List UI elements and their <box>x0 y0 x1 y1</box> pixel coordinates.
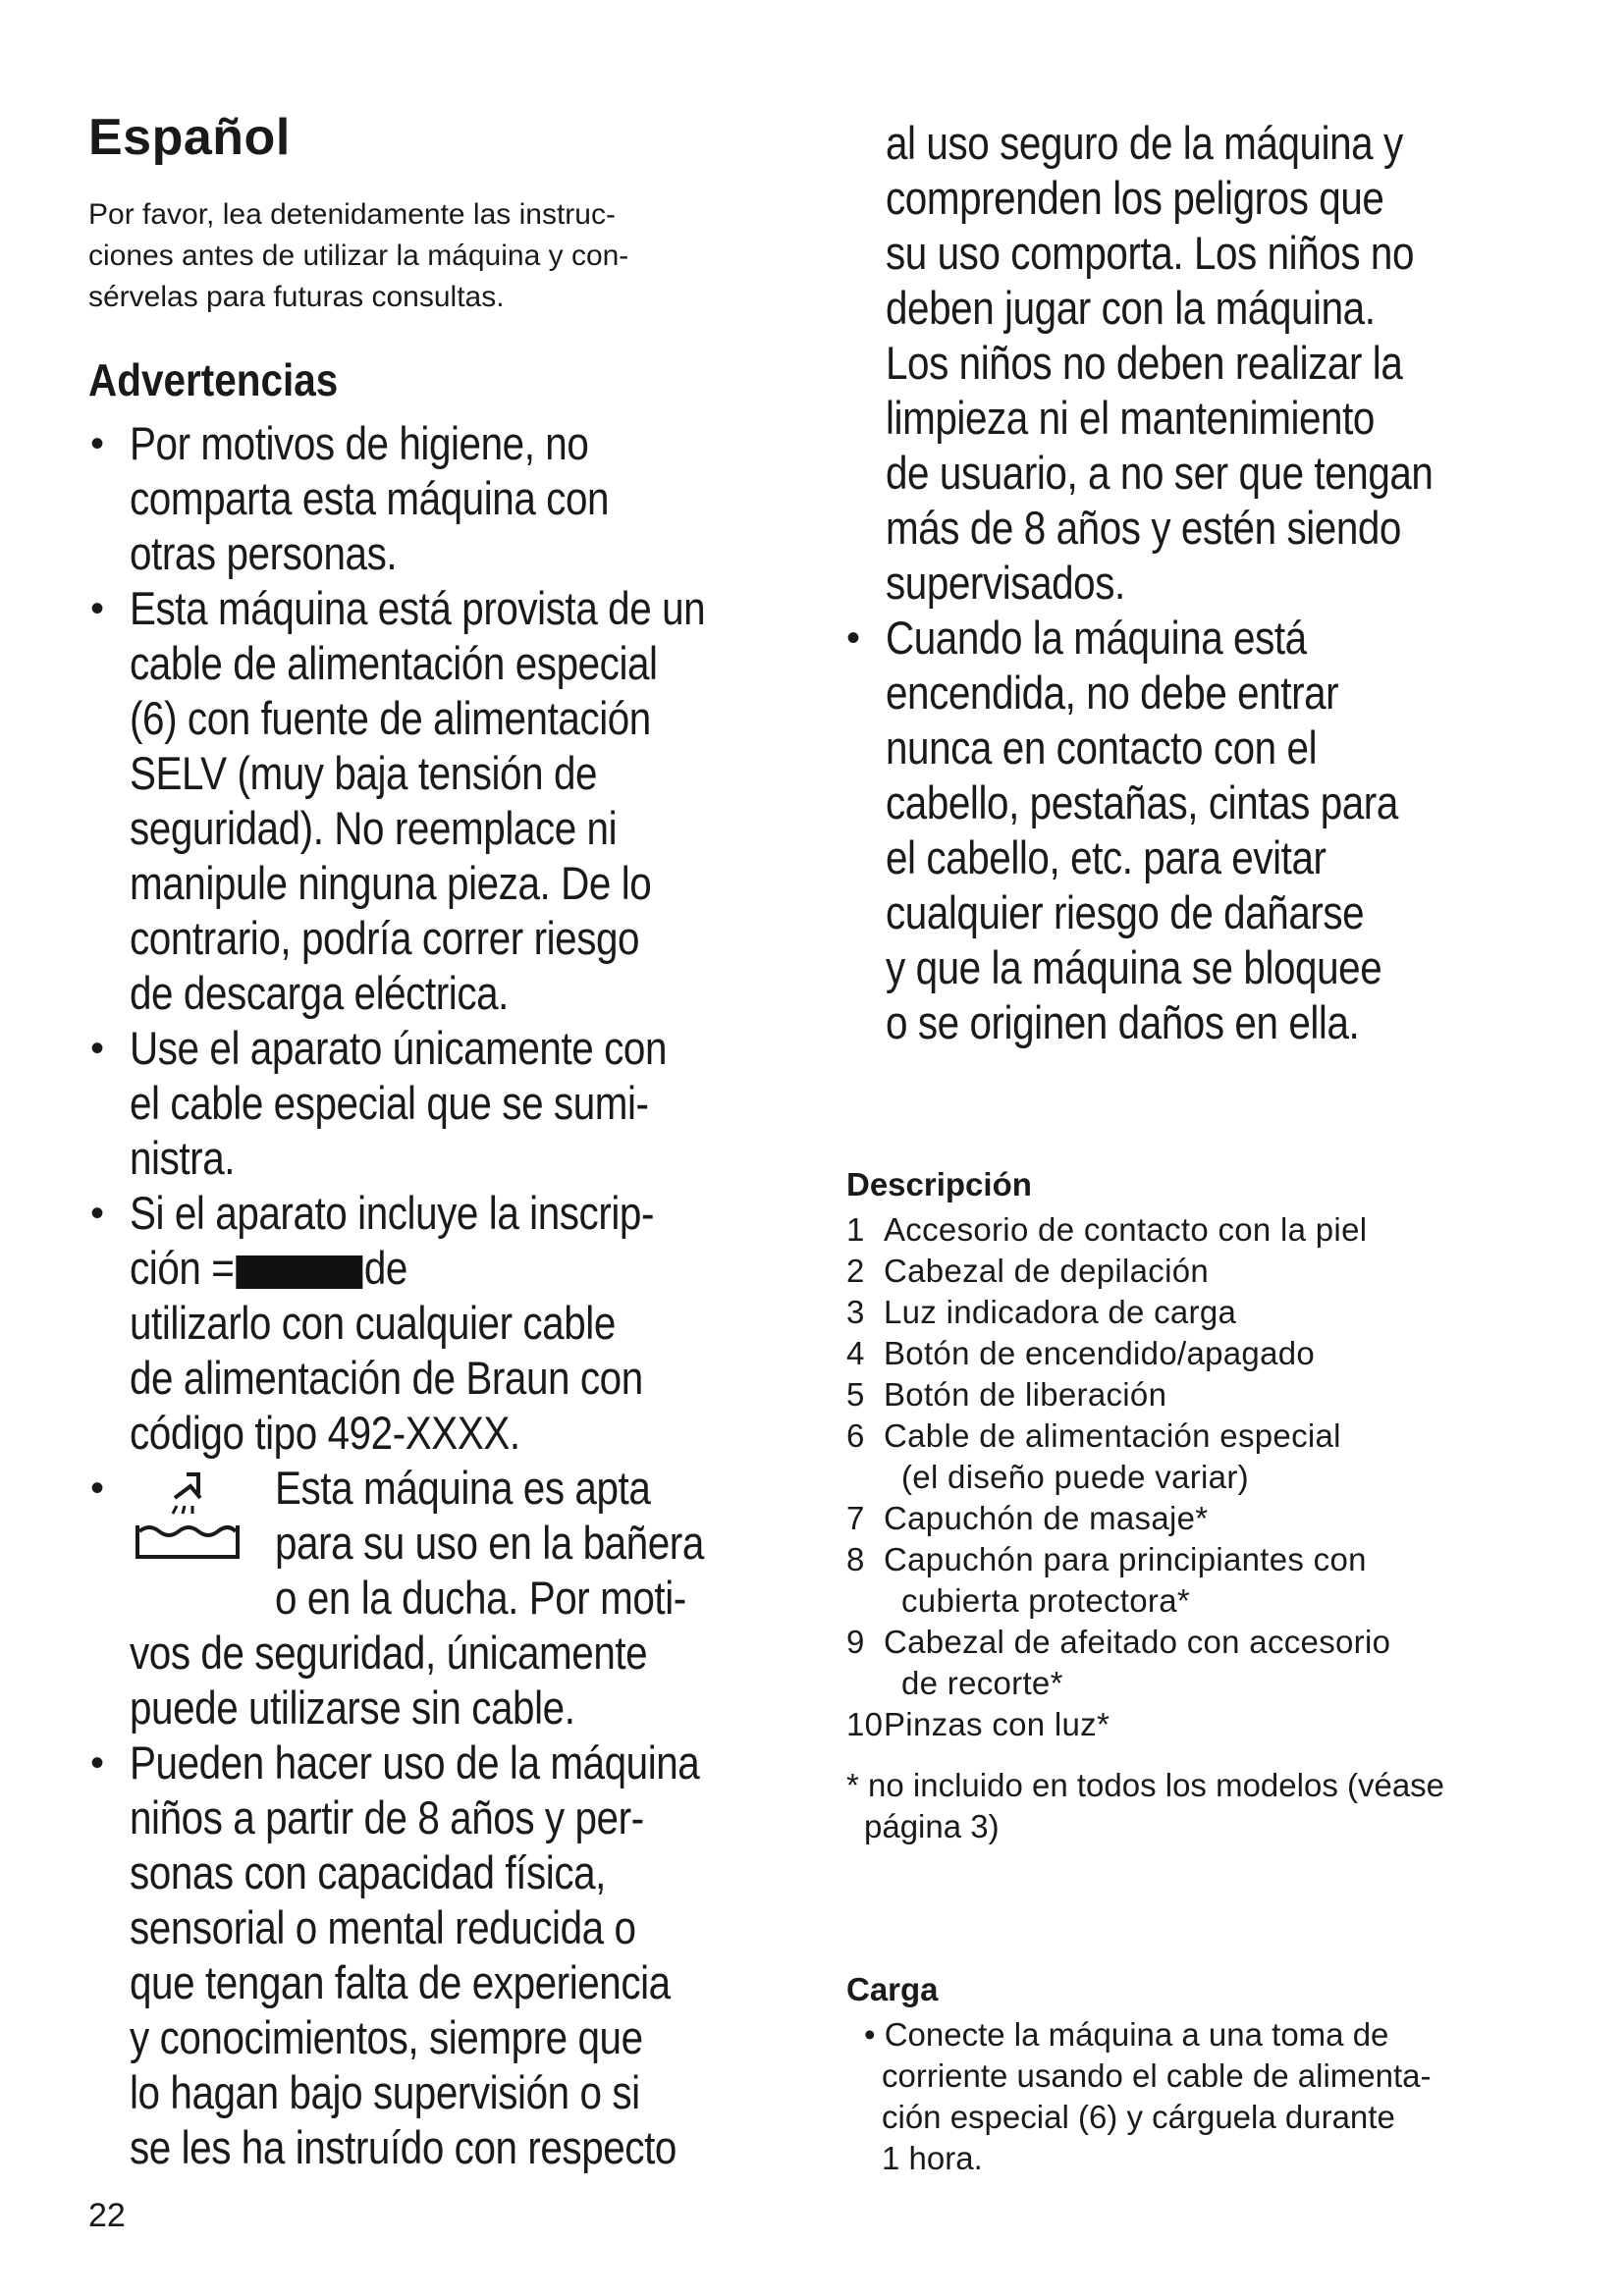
warning-line: nistra. <box>130 1132 236 1184</box>
warning-line-redacted <box>130 1241 719 1296</box>
warning-line: de descarga eléctrica. <box>130 967 509 1019</box>
intro-paragraph <box>88 194 815 318</box>
warning-line: vos de seguridad, únicamente <box>130 1627 648 1679</box>
charging-heading: Carga <box>846 1971 939 2007</box>
page-title: Español <box>88 109 291 166</box>
bullet-dot: • <box>90 1192 104 1235</box>
warning-line: lo hagan bajo supervisión o si <box>130 2066 640 2118</box>
bullet-dot: • <box>90 1741 104 1785</box>
bullet-dot: • <box>90 587 104 630</box>
warnings-list <box>88 416 815 2175</box>
warning-line: sonas con capacidad física, <box>130 1846 606 1898</box>
warning-line: de alimentación de Braun con <box>130 1352 643 1404</box>
charging-list <box>846 2014 1573 2179</box>
warning-line: Si el aparato incluye la inscrip- <box>130 1187 654 1239</box>
list-item: 8 Capuchón para principiantes con <box>846 1541 1367 1577</box>
warning-line: puede utilizarse sin cable. <box>130 1682 575 1734</box>
warning-line: nunca en contacto con el <box>886 721 1318 774</box>
warning-line: SELV (muy baja tensión de <box>130 747 598 799</box>
list-item: 4 Botón de encendido/apagado <box>846 1335 1316 1371</box>
warning-line: Por motivos de higiene, no <box>130 417 589 469</box>
list-item: 10Pinzas con luz* <box>846 1706 1110 1742</box>
warning-line: comparta esta máquina con <box>130 472 610 524</box>
intro-line: Por favor, lea detenidamente las instruc- <box>88 198 616 231</box>
list-item: 2 Cabezal de depilación <box>846 1253 1210 1289</box>
warning-line-end: de <box>363 1242 407 1294</box>
intro-line: sérvelas para futuras consultas. <box>88 281 505 313</box>
warning-line: o se originen daños en ella. <box>886 996 1360 1048</box>
charging-line: 1 hora. <box>882 2140 983 2176</box>
warning-line: Esta máquina está provista de un <box>130 582 706 634</box>
warning-line: sensorial o mental reducida o <box>130 1901 636 1953</box>
warning-line: deben jugar con la máquina. <box>886 282 1376 334</box>
warning-line: limpieza ni el mantenimiento <box>886 392 1375 444</box>
charging-line: • Conecte la máquina a una toma de <box>864 2016 1389 2053</box>
warnings-heading: Advertencias <box>88 354 339 405</box>
redacted-block <box>236 1255 362 1289</box>
warning-line: encendida, no debe entrar <box>886 667 1339 719</box>
warning-item <box>88 581 815 1021</box>
charging-line: corriente usando el cable de alimenta- <box>882 2057 1432 2094</box>
footnote-line: página 3) <box>864 1808 1000 1844</box>
list-item-continuation: cubierta protectora* <box>901 1582 1190 1619</box>
warning-line: supervisados. <box>886 557 1125 609</box>
warning-line: (6) con fuente de alimentación <box>130 692 651 744</box>
list-item-continuation: de recorte* <box>901 1665 1063 1701</box>
warning-line: Cuando la máquina está <box>886 612 1307 664</box>
warning-item <box>88 1735 815 2175</box>
list-item: 7 Capuchón de masaje* <box>846 1500 1209 1536</box>
warning-line: cable de alimentación especial <box>130 637 658 689</box>
warning-line: el cable especial que se sumi- <box>130 1077 649 1129</box>
warning-item-continuation <box>846 116 1573 611</box>
warning-line: código tipo 492-XXXX. <box>130 1407 520 1459</box>
bullet-dot: • <box>90 1467 104 1510</box>
left-column <box>88 108 815 2175</box>
warning-line: contrario, podría correr riesgo <box>130 912 640 964</box>
warning-line: cabello, pestañas, cintas para <box>886 776 1398 828</box>
warning-line: de usuario, a no ser que tengan <box>886 447 1434 499</box>
footnote <box>846 1765 1573 1847</box>
list-item: 6 Cable de alimentación especial <box>846 1417 1341 1454</box>
warning-line: se les ha instruído con respecto <box>130 2121 677 2173</box>
warning-line: comprenden los peligros que <box>886 172 1384 224</box>
bullet-dot: • <box>846 616 860 660</box>
warnings-list-continued <box>846 116 1573 1050</box>
bullet-dot: • <box>90 1027 104 1070</box>
warning-line: Esta máquina es apta <box>275 1462 651 1514</box>
warning-line: utilizarlo con cualquier cable <box>130 1297 616 1349</box>
list-item: 1 Accesorio de contacto con la piel <box>846 1211 1368 1248</box>
list-item: 9 Cabezal de afeitado con accesorio <box>846 1624 1391 1660</box>
warning-line: Use el aparato únicamente con <box>130 1022 668 1074</box>
warning-line: Los niños no deben realizar la <box>886 337 1403 389</box>
warning-line: su uso comporta. Los niños no <box>886 227 1415 279</box>
bullet-dot: • <box>90 422 104 465</box>
warning-item <box>88 1021 815 1186</box>
page-number: 22 <box>88 2197 126 2234</box>
warning-line: que tengan falta de experiencia <box>130 1956 671 2008</box>
right-column <box>846 116 1573 2179</box>
list-item: 5 Botón de liberación <box>846 1376 1167 1413</box>
charging-line: ción especial (6) y cárguela durante <box>882 2099 1395 2135</box>
warning-line: otras personas. <box>130 527 398 579</box>
list-item-continuation: (el diseño puede variar) <box>901 1459 1249 1495</box>
list-item: 3 Luz indicadora de carga <box>846 1294 1237 1330</box>
footnote-line: * no incluido en todos los modelos (véase <box>846 1767 1445 1803</box>
warning-line-start: ción = <box>130 1242 235 1294</box>
warning-item-bath <box>88 1461 815 1735</box>
description-list <box>846 1209 1573 1745</box>
warning-line: cualquier riesgo de dañarse <box>886 886 1365 938</box>
warning-line: más de 8 años y estén siendo <box>886 502 1401 554</box>
warning-line: o en la ducha. Por moti- <box>275 1572 686 1624</box>
warning-line: seguridad). No reemplace ni <box>130 802 618 854</box>
warning-line: manipule ninguna pieza. De lo <box>130 857 652 909</box>
warning-item <box>88 1186 815 1461</box>
warning-line: niños a partir de 8 años y per- <box>130 1791 644 1843</box>
warning-line: y conocimientos, siempre que <box>130 2011 643 2063</box>
description-section <box>846 1166 1573 1847</box>
warning-item <box>88 416 815 581</box>
warning-line: para su uso en la bañera <box>275 1517 704 1569</box>
charging-section <box>846 1971 1573 2179</box>
warning-line: al uso seguro de la máquina y <box>886 117 1403 169</box>
warning-line: el cabello, etc. para evitar <box>886 831 1326 883</box>
warning-line: Pueden hacer uso de la máquina <box>130 1736 700 1789</box>
bath-shower-icon <box>130 1465 247 1563</box>
warning-item <box>846 611 1573 1050</box>
intro-line: ciones antes de utilizar la máquina y con- <box>88 240 629 272</box>
warning-line: y que la máquina se bloquee <box>886 941 1382 993</box>
description-heading: Descripción <box>846 1166 1032 1202</box>
